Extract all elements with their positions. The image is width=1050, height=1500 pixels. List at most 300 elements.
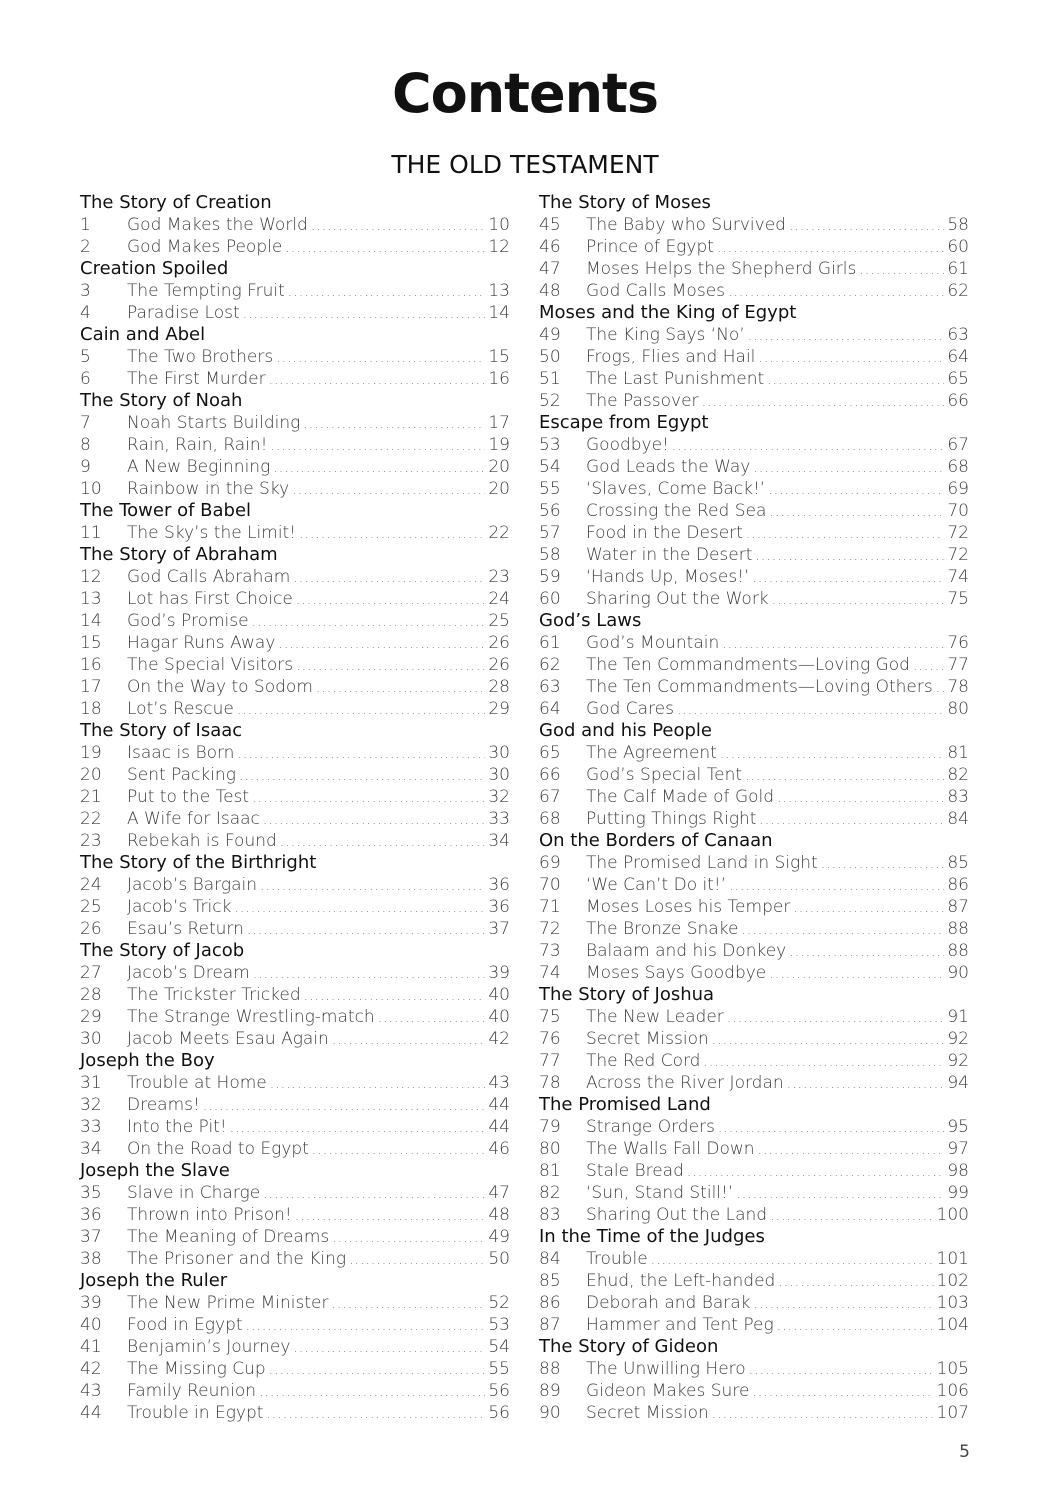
toc-entry (539, 1028, 969, 1050)
dot-leader (247, 919, 485, 941)
entry-title: Gideon Makes Sure (586, 1381, 750, 1401)
entry-number: 13 (80, 589, 102, 609)
dot-leader (718, 1117, 944, 1139)
dot-leader (316, 677, 485, 699)
dot-leader (769, 963, 944, 985)
dot-leader (252, 611, 486, 633)
entry-number: 30 (80, 1029, 102, 1049)
entry-title: Putting Things Right (586, 809, 757, 829)
entry-page-number: 104 (936, 1315, 969, 1335)
toc-entry (80, 632, 510, 654)
dot-leader (787, 1073, 945, 1095)
toc-entry (539, 236, 969, 258)
entry-page-number: 28 (488, 677, 510, 697)
entry-title: The Baby who Survived (586, 215, 786, 235)
entry-title: Hagar Runs Away (127, 633, 276, 653)
entry-number: 7 (80, 413, 91, 433)
toc-entry (80, 368, 510, 390)
entry-number: 32 (80, 1095, 102, 1115)
entry-number: 15 (80, 633, 102, 653)
entry-number: 19 (80, 743, 102, 763)
dot-leader (753, 457, 944, 479)
entry-page-number: 77 (947, 655, 969, 675)
page-number: 5 (959, 1442, 970, 1462)
entry-page-number: 68 (947, 457, 969, 477)
entry-number: 4 (80, 303, 91, 323)
dot-leader (276, 347, 485, 369)
dot-leader (729, 875, 944, 897)
entry-page-number: 87 (947, 897, 969, 917)
entry-title: Lot’s Rescue (127, 699, 234, 719)
entry-page-number: 53 (488, 1315, 510, 1335)
entry-number: 18 (80, 699, 102, 719)
entry-title: The Agreement (586, 743, 717, 763)
entry-number: 67 (539, 787, 561, 807)
entry-number: 56 (539, 501, 561, 521)
dot-leader (913, 655, 944, 677)
entry-number: 35 (80, 1183, 102, 1203)
entry-number: 52 (539, 391, 561, 411)
entry-number: 70 (539, 875, 561, 895)
dot-leader (789, 941, 944, 963)
entry-page-number: 36 (488, 897, 510, 917)
dot-leader (745, 765, 944, 787)
dot-leader (702, 391, 945, 413)
toc-entry (80, 1138, 510, 1160)
entry-title: Jacob’s Dream (127, 963, 250, 983)
dot-leader (266, 1403, 485, 1425)
toc-entry (80, 1072, 510, 1094)
entry-page-number: 48 (488, 1205, 510, 1225)
entry-page-number: 15 (488, 347, 510, 367)
entry-title: God Calls Abraham (127, 567, 291, 587)
entry-page-number: 54 (488, 1337, 510, 1357)
section-heading: Joseph the Boy (80, 1050, 215, 1071)
entry-page-number: 49 (488, 1227, 510, 1247)
entry-number: 63 (539, 677, 561, 697)
entry-number: 55 (539, 479, 561, 499)
entry-number: 48 (539, 281, 561, 301)
entry-title: Dreams! (127, 1095, 200, 1115)
entry-title: The Ten Commandments—Loving God (586, 655, 910, 675)
section-heading: Cain and Abel (80, 324, 206, 345)
dot-leader (269, 369, 486, 391)
toc-entry (539, 1116, 969, 1138)
toc-entry (80, 764, 510, 786)
entry-number: 76 (539, 1029, 561, 1049)
dot-leader (789, 215, 944, 237)
dot-leader (728, 281, 944, 303)
entry-number: 42 (80, 1359, 102, 1379)
entry-page-number: 82 (947, 765, 969, 785)
entry-number: 10 (80, 479, 102, 499)
entry-page-number: 95 (947, 1117, 969, 1137)
entry-number: 31 (80, 1073, 102, 1093)
entry-title: The Two Brothers (127, 347, 274, 367)
entry-title: Sharing Out the Land (586, 1205, 768, 1225)
toc-entry (80, 456, 510, 478)
entry-page-number: 61 (947, 259, 969, 279)
entry-title: The Ten Commandments—Loving Others (586, 677, 933, 697)
entry-title: The Last Punishment (586, 369, 765, 389)
dot-leader (717, 237, 944, 259)
entry-title: Put to the Test (127, 787, 250, 807)
entry-number: 9 (80, 457, 91, 477)
entry-title: A New Beginning (127, 457, 271, 477)
entry-page-number: 92 (947, 1029, 969, 1049)
page-title: Contents (391, 62, 658, 125)
entry-page-number: 20 (488, 457, 510, 477)
entry-title: ‘Slaves, Come Back!’ (586, 479, 766, 499)
toc-entry (539, 852, 969, 874)
entry-page-number: 17 (488, 413, 510, 433)
toc-entry (80, 1292, 510, 1314)
section-heading: The Story of Joshua (539, 984, 715, 1005)
entry-number: 25 (80, 897, 102, 917)
dot-leader (303, 413, 485, 435)
entry-title: Sharing Out the Work (586, 589, 769, 609)
entry-title: Strange Orders (586, 1117, 715, 1137)
entry-title: The Unwilling Hero (586, 1359, 746, 1379)
entry-number: 90 (539, 1403, 561, 1423)
dot-leader (296, 589, 486, 611)
entry-title: Secret Mission (586, 1403, 709, 1423)
section-heading: In the Time of the Judges (539, 1226, 765, 1247)
entry-title: Across the River Jordan (586, 1073, 784, 1093)
toc-entry (80, 830, 510, 852)
entry-number: 60 (539, 589, 561, 609)
dot-leader (273, 457, 485, 479)
section-heading: Creation Spoiled (80, 258, 229, 279)
entry-title: Balaam and his Donkey (586, 941, 787, 961)
entry-title: ‘Sun, Stand Still!’ (586, 1183, 734, 1203)
toc-entry (539, 1204, 969, 1226)
dot-leader (936, 677, 945, 699)
section-heading: God’s Laws (539, 610, 642, 631)
section-heading: The Story of Noah (80, 390, 243, 411)
entry-number: 57 (539, 523, 561, 543)
entry-page-number: 98 (947, 1161, 969, 1181)
entry-number: 72 (539, 919, 561, 939)
entry-page-number: 88 (947, 941, 969, 961)
toc-entry (80, 1226, 510, 1248)
dot-leader (677, 699, 944, 721)
entry-number: 73 (539, 941, 561, 961)
entry-number: 34 (80, 1139, 102, 1159)
entry-number: 6 (80, 369, 91, 389)
toc-entry (80, 1116, 510, 1138)
dot-leader (263, 1183, 485, 1205)
dot-leader (260, 875, 485, 897)
entry-number: 78 (539, 1073, 561, 1093)
dot-leader (778, 1271, 933, 1293)
entry-title: Noah Starts Building (127, 413, 301, 433)
dot-leader (270, 1073, 486, 1095)
section-heading: The Story of Gideon (539, 1336, 719, 1357)
toc-entry (539, 522, 969, 544)
entry-title: The New Leader (586, 1007, 724, 1027)
dot-leader (752, 567, 944, 589)
section-heading: The Promised Land (539, 1094, 711, 1115)
entry-title: Thrown into Prison! (127, 1205, 292, 1225)
dot-leader (767, 369, 944, 391)
entry-page-number: 56 (488, 1403, 510, 1423)
entry-page-number: 29 (488, 699, 510, 719)
entry-number: 5 (80, 347, 91, 367)
entry-number: 26 (80, 919, 102, 939)
entry-title: Stale Bread (586, 1161, 684, 1181)
entry-page-number: 19 (488, 435, 510, 455)
dot-leader (332, 1029, 486, 1051)
dot-leader (203, 1095, 486, 1117)
dot-leader (777, 1315, 934, 1337)
entry-title: Food in the Desert (586, 523, 743, 543)
entry-page-number: 76 (947, 633, 969, 653)
dot-leader (269, 1359, 486, 1381)
toc-entry (539, 896, 969, 918)
toc-entry (80, 962, 510, 984)
entry-number: 40 (80, 1315, 102, 1335)
toc-entry (539, 390, 969, 412)
toc-entry (539, 1006, 969, 1028)
toc-entry (80, 1402, 510, 1424)
toc-entry (80, 786, 510, 808)
toc-entry (80, 654, 510, 676)
entry-number: 69 (539, 853, 561, 873)
entry-number: 36 (80, 1205, 102, 1225)
toc-entry (539, 764, 969, 786)
entry-page-number: 60 (947, 237, 969, 257)
toc-entry (80, 478, 510, 500)
toc-entry (80, 896, 510, 918)
entry-number: 24 (80, 875, 102, 895)
section-heading: Moses and the King of Egypt (539, 302, 797, 323)
entry-title: Frogs, Flies and Hail (586, 347, 756, 367)
toc-entry (539, 742, 969, 764)
dot-leader (712, 1029, 945, 1051)
section-heading: The Tower of Babel (80, 500, 252, 521)
section-heading: The Story of Creation (80, 192, 272, 213)
entry-number: 29 (80, 1007, 102, 1027)
entry-title: Prince of Egypt (586, 237, 714, 257)
toc-entry (80, 1028, 510, 1050)
toc-entry (539, 566, 969, 588)
dot-leader (741, 919, 944, 941)
entry-title: God’s Mountain (586, 633, 720, 653)
entry-title: God Makes People (127, 237, 283, 257)
entry-page-number: 81 (947, 743, 969, 763)
toc-entry (539, 676, 969, 698)
entry-number: 47 (539, 259, 561, 279)
entry-title: Benjamin’s Journey (127, 1337, 291, 1357)
entry-page-number: 10 (488, 215, 510, 235)
section-heading: The Story of the Birthright (80, 852, 317, 873)
entry-number: 23 (80, 831, 102, 851)
toc-entry (539, 1314, 969, 1336)
entry-number: 3 (80, 281, 91, 301)
dot-leader (234, 897, 485, 919)
toc-entry (80, 1314, 510, 1336)
entry-page-number: 22 (488, 523, 510, 543)
toc-entry (539, 434, 969, 456)
entry-title: Rain, Rain, Rain! (127, 435, 268, 455)
entry-title: A Wife for Isaac (127, 809, 260, 829)
section-heading: Joseph the Slave (80, 1160, 230, 1181)
entry-page-number: 72 (947, 523, 969, 543)
toc-entry (539, 940, 969, 962)
entry-title: God Leads the Way (586, 457, 751, 477)
entry-page-number: 94 (947, 1073, 969, 1093)
entry-page-number: 88 (947, 919, 969, 939)
entry-page-number: 30 (488, 765, 510, 785)
entry-page-number: 55 (488, 1359, 510, 1379)
entry-page-number: 37 (488, 919, 510, 939)
dot-leader (736, 1183, 944, 1205)
dot-leader (230, 1117, 486, 1139)
dot-leader (237, 743, 485, 765)
dot-leader (243, 303, 486, 325)
entry-page-number: 34 (488, 831, 510, 851)
entry-number: 89 (539, 1381, 561, 1401)
toc-entry (539, 1138, 969, 1160)
entry-number: 41 (80, 1337, 102, 1357)
toc-entry (80, 1358, 510, 1380)
entry-page-number: 52 (488, 1293, 510, 1313)
toc-entry (539, 500, 969, 522)
entry-page-number: 30 (488, 743, 510, 763)
entry-number: 50 (539, 347, 561, 367)
entry-title: ‘Hands Up, Moses!’ (586, 567, 750, 587)
entry-page-number: 56 (488, 1381, 510, 1401)
entry-title: Esau’s Return (127, 919, 244, 939)
entry-title: Jacob’s Bargain (127, 875, 257, 895)
entry-page-number: 63 (947, 325, 969, 345)
toc-entry (80, 346, 510, 368)
toc-entry (80, 1204, 510, 1226)
dot-leader (296, 655, 485, 677)
toc-entry (80, 676, 510, 698)
entry-title: Goodbye! (586, 435, 669, 455)
entry-title: The Sky’s the Limit! (127, 523, 297, 543)
toc-entry (539, 874, 969, 896)
dot-leader (349, 1249, 485, 1271)
entry-number: 2 (80, 237, 91, 257)
dot-leader (748, 325, 945, 347)
entry-page-number: 62 (947, 281, 969, 301)
toc-entry (539, 1358, 969, 1380)
toc-entry (539, 478, 969, 500)
toc-entry (80, 874, 510, 896)
section-subtitle: THE OLD TESTAMENT (391, 150, 659, 179)
entry-title: Into the Pit! (127, 1117, 227, 1137)
toc-entry (80, 984, 510, 1006)
entry-page-number: 33 (488, 809, 510, 829)
dot-leader (859, 259, 944, 281)
dot-leader (722, 633, 944, 655)
section-heading: The Story of Isaac (80, 720, 243, 741)
dot-leader (720, 743, 945, 765)
entry-page-number: 100 (936, 1205, 969, 1225)
entry-page-number: 97 (947, 1139, 969, 1159)
toc-entry (539, 1050, 969, 1072)
contents-column-right (539, 192, 969, 1424)
entry-title: Deborah and Barak (586, 1293, 751, 1313)
section-heading: Escape from Egypt (539, 412, 709, 433)
dot-leader (285, 237, 485, 259)
dot-leader (727, 1007, 945, 1029)
entry-page-number: 44 (488, 1095, 510, 1115)
contents-column-left (80, 192, 510, 1424)
entry-title: Water in the Desert (586, 545, 753, 565)
entry-title: The King Says ‘No’ (586, 325, 745, 345)
entry-page-number: 67 (947, 435, 969, 455)
entry-number: 28 (80, 985, 102, 1005)
dot-leader (758, 1139, 945, 1161)
entry-page-number: 20 (488, 479, 510, 499)
entry-title: The Tempting Fruit (127, 281, 285, 301)
dot-leader (752, 1381, 933, 1403)
entry-page-number: 78 (947, 677, 969, 697)
dot-leader (770, 1205, 933, 1227)
toc-entry (539, 1160, 969, 1182)
entry-page-number: 42 (488, 1029, 510, 1049)
entry-page-number: 92 (947, 1051, 969, 1071)
entry-number: 8 (80, 435, 91, 455)
entry-number: 38 (80, 1249, 102, 1269)
toc-entry (539, 962, 969, 984)
dot-leader (304, 985, 486, 1007)
entry-number: 45 (539, 215, 561, 235)
toc-entry (80, 588, 510, 610)
entry-page-number: 107 (936, 1403, 969, 1423)
entry-title: Isaac is Born (127, 743, 235, 763)
dot-leader (288, 281, 486, 303)
entry-number: 80 (539, 1139, 561, 1159)
dot-leader (252, 787, 485, 809)
entry-page-number: 26 (488, 633, 510, 653)
entry-number: 53 (539, 435, 561, 455)
toc-entry (539, 1182, 969, 1204)
entry-page-number: 80 (947, 699, 969, 719)
entry-title: Lot has First Choice (127, 589, 293, 609)
entry-page-number: 85 (947, 853, 969, 873)
entry-title: God Cares (586, 699, 674, 719)
dot-leader (293, 1337, 485, 1359)
entry-title: Family Reunion (127, 1381, 257, 1401)
entry-number: 37 (80, 1227, 102, 1247)
entry-number: 11 (80, 523, 102, 543)
toc-entry (539, 808, 969, 830)
toc-entry (80, 434, 510, 456)
toc-entry (539, 544, 969, 566)
entry-page-number: 40 (488, 985, 510, 1005)
entry-page-number: 58 (947, 215, 969, 235)
toc-entry (539, 258, 969, 280)
toc-entry (80, 236, 510, 258)
entry-page-number: 101 (936, 1249, 969, 1269)
toc-entry (539, 632, 969, 654)
dot-leader (821, 853, 945, 875)
dot-leader (768, 479, 944, 501)
entry-number: 44 (80, 1403, 102, 1423)
entry-page-number: 64 (947, 347, 969, 367)
entry-number: 79 (539, 1117, 561, 1137)
toc-entry (80, 918, 510, 940)
entry-page-number: 24 (488, 589, 510, 609)
entry-page-number: 32 (488, 787, 510, 807)
dot-leader (311, 215, 486, 237)
dot-leader (280, 831, 486, 853)
